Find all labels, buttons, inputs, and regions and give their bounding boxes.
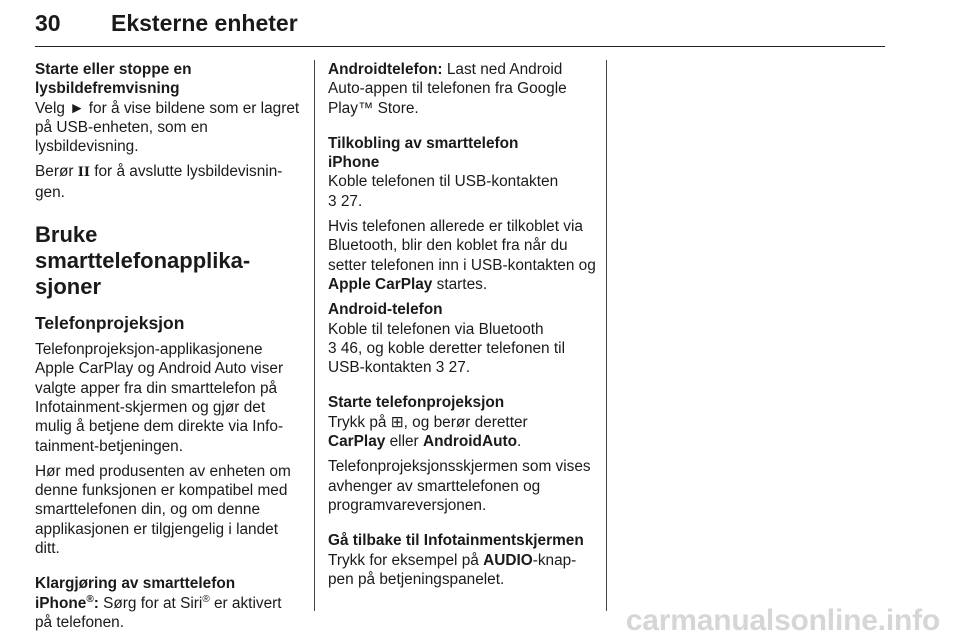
left-column [35, 60, 301, 632]
text-run: Sørg for at Siri [98, 594, 203, 612]
android-connect-paragraph [328, 320, 596, 378]
text-run: eller [385, 433, 423, 451]
text-run: Koble til telefonen via Bluetooth [328, 320, 544, 338]
iphone-bluetooth-paragraph [328, 217, 596, 294]
slideshow-heading: Starte eller stoppe en lysbildefremvisning [35, 61, 192, 98]
text-run: Last ned Android Auto-appen til telefonen fra Google Play™ Store. [328, 61, 567, 117]
registered-mark: ® [202, 593, 210, 605]
projection-screen-paragraph: Telefonprojeksjonsskjermen som vises avhenger av smarttelefonen og programvareversjonen. [328, 458, 591, 514]
iphone-paragraph [35, 594, 301, 633]
android-subheading: Android-telefon [328, 301, 443, 319]
subsection-heading: Telefonprojeksjon [35, 313, 185, 334]
section-heading: Bruke smarttelefonapplika- sjoner [35, 222, 251, 300]
projection-paragraph: Telefonprojeksjon-applikasjonene Apple CarPlay og Android Auto viser valgte apper fra din smarttelefon på Infotainment-skjermen og gjør det mulig å betjene dem direkte via Info- tainment-betjeningen. [35, 341, 284, 455]
text-run: Hvis telefonen allerede er tilkoblet via Bluetooth, blir den koblet fra når du setter telefonen inn i USB-kontakten og [328, 218, 596, 274]
start-paragraph [328, 413, 596, 452]
text-run: Trykk på [328, 413, 391, 431]
text-run: 46, og koble deretter telefonen til USB-kontakten [328, 339, 566, 377]
iphone-label: iPhone [35, 594, 87, 612]
pause-icon: II [77, 165, 90, 181]
slideshow-paragraph [35, 99, 301, 157]
text-run: Velg [35, 99, 70, 117]
back-paragraph [328, 551, 596, 590]
stop-paragraph [35, 162, 301, 202]
page-number: 30 [35, 10, 61, 36]
text-run: startes. [432, 275, 488, 293]
android-label: Androidtelefon: [328, 61, 443, 78]
apple-carplay-term: Apple CarPlay [328, 275, 433, 293]
start-heading: Starte telefonprojeksjon [328, 394, 505, 412]
audio-button-term: AUDIO [483, 551, 533, 569]
androidauto-term: AndroidAuto [422, 433, 517, 451]
prep-heading: Klargjøring av smarttelefon [35, 575, 236, 593]
registered-mark: ® [86, 593, 94, 605]
watermark: carmanualsonline.info [625, 604, 940, 637]
iphone-subheading: iPhone [328, 154, 380, 172]
page-reference-icon: 3 [328, 339, 337, 357]
android-paragraph [328, 60, 596, 118]
page-reference-icon: 3 [435, 359, 445, 377]
text-run: 27. [444, 359, 471, 377]
page-title: Eksterne enheter [111, 10, 298, 36]
play-icon: ► [69, 99, 85, 117]
text-run: -knap- pen på betjeningspanelet. [328, 551, 577, 588]
page-header [35, 6, 885, 47]
app-grid-icon: ⊞ [390, 413, 404, 431]
page-reference-icon: 3 [328, 192, 337, 210]
middle-column [328, 60, 596, 589]
compatibility-paragraph: Hør med produsenten av enheten om denne funksjonen er kompatibel med smarttelefonen din, og om denne applikasjonen er tilgjengelig i landet ditt. [35, 462, 291, 558]
carplay-term: CarPlay [328, 433, 386, 451]
column-divider-1 [314, 60, 315, 611]
text-run: , og berør deretter [403, 413, 528, 431]
text-run: Trykk for eksempel på [328, 551, 484, 569]
text-run: Berør [35, 163, 78, 181]
iphone-connect-paragraph [328, 172, 596, 211]
text-run: 27. [336, 192, 363, 210]
colon: : [93, 594, 99, 612]
text-run: for å vise bildene som er lagret på USB-enheten, som en lysbildevisning. [35, 99, 300, 156]
text-run: Koble telefonen til USB-kontakten [328, 173, 559, 191]
back-heading: Gå tilbake til Infotainmentskjermen [328, 532, 584, 550]
column-divider-2 [606, 60, 607, 611]
text-run: for å avslutte lysbildevisnin- gen. [35, 163, 283, 201]
connect-heading: Tilkobling av smarttelefon [328, 134, 519, 152]
text-run: er aktivert på telefonen. [35, 594, 282, 631]
text-run: . [517, 433, 522, 451]
